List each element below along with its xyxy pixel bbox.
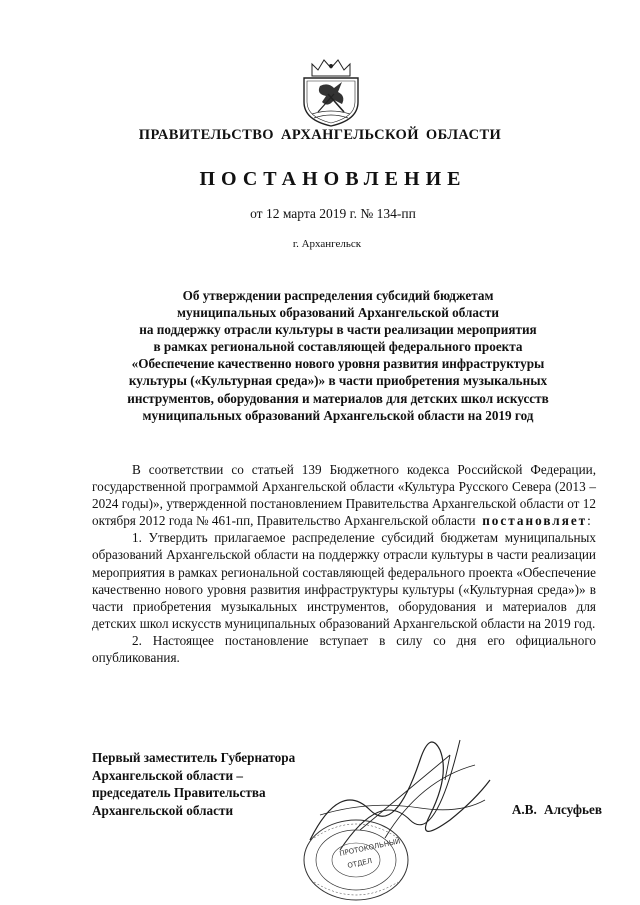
subject-line: культуры («Культурная среда»)» в части приобретения музыкальных bbox=[128, 373, 548, 389]
official-stamp-icon bbox=[300, 808, 412, 904]
svg-text:ОТДЕЛ: ОТДЕЛ bbox=[346, 856, 373, 870]
subject-line: муниципальных образований Архангельской области bbox=[177, 305, 499, 321]
decrees-word: постановляет bbox=[482, 513, 588, 529]
subject-line: Об утверждении распределения субсидий бюджетам bbox=[182, 288, 494, 303]
subject-line: муниципальных образований Архангельской области на 2019 год bbox=[142, 407, 534, 423]
subject-line: в рамках региональной составляющей федерального проекта bbox=[153, 339, 523, 355]
preamble-paragraph bbox=[92, 461, 596, 529]
document-date-number: от 12 марта 2019 г. № 134-пп bbox=[250, 206, 416, 221]
decrees-colon: : bbox=[587, 513, 591, 529]
subject-line: на поддержку отрасли культуры в части реализации мероприятия bbox=[139, 322, 537, 338]
document-body bbox=[92, 461, 596, 666]
document-city: г. Архангельск bbox=[292, 238, 362, 250]
document-type: ПОСТАНОВЛЕНИЕ bbox=[199, 168, 467, 190]
document-subject bbox=[88, 287, 588, 424]
government-title: ПРАВИТЕЛЬСТВО АРХАНГЕЛЬСКОЙ ОБЛАСТИ bbox=[138, 127, 502, 143]
item-1-paragraph: 1. Утвердить прилагаемое распределение субсидий бюджетам муниципальных образований Архангельской области на поддержку отрасли культуры в части реализации мероприятия в рамках региональной составляющей федерального проекта «Обеспечение качественно нового уровня развития инфраструктуры культуры («Культурная среда»)» в части приобретения музыкальных инструментов, оборудования и материалов для детских школ искусств муниципальных образований Архангельской области на 2019 год. bbox=[92, 530, 596, 631]
signatory-title-line: председатель Правительства bbox=[92, 785, 266, 801]
subject-line: инструментов, оборудования и материалов для детских школ искусств bbox=[127, 390, 549, 406]
item-2-paragraph: 2. Настоящее постановление вступает в силу со дня его официального опубликования. bbox=[92, 632, 596, 666]
preamble-text: В соответствии со статьей 139 Бюджетного кодекса Российской Федерации, государственной программой Архангельской области «Культура Русского Севера (2013 – 2024 годы)», утвержденной постановлением Правительства Архангельской области от 12 октября 2012 года № 461-пп, Правительство Архангельской области bbox=[92, 462, 596, 529]
signatory-title-line: Архангельской области – bbox=[92, 767, 243, 783]
svg-text:ПРОТОКОЛЬНЫЙ: ПРОТОКОЛЬНЫЙ bbox=[338, 837, 402, 858]
signatory-title-line: Архангельской области bbox=[92, 802, 234, 818]
signatory-title-line: Первый заместитель Губернатора bbox=[92, 750, 296, 765]
coat-of-arms-icon bbox=[298, 56, 364, 128]
subject-line: «Обеспечение качественно нового уровня развития инфраструктуры bbox=[131, 356, 545, 372]
signatory-name: А.В. Алсуфьев bbox=[511, 802, 602, 817]
